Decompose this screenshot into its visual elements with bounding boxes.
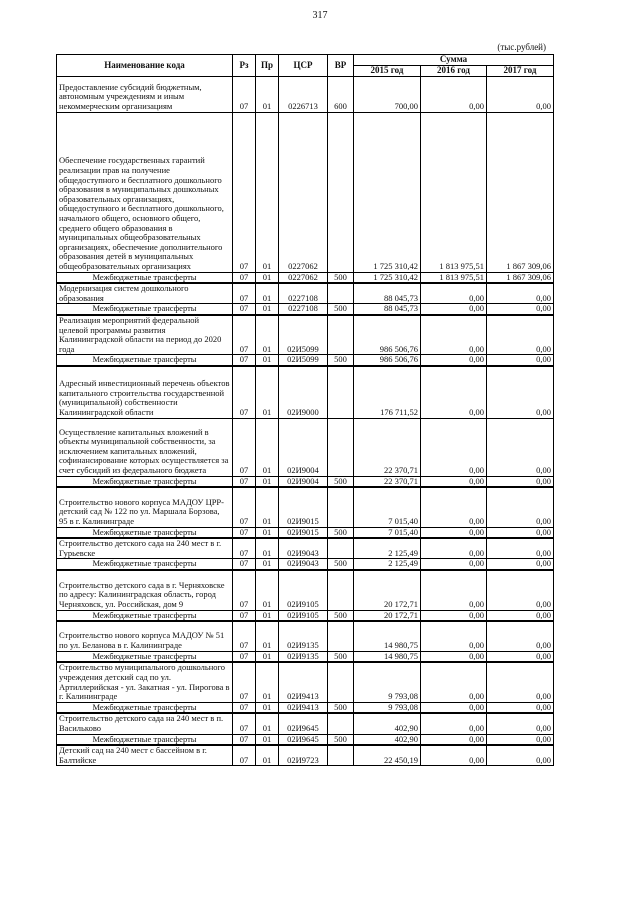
- cell-csr: 02И9004: [279, 476, 328, 487]
- cell-v2017: 0,00: [487, 476, 554, 487]
- cell-rz: 07: [233, 487, 256, 527]
- cell-csr: 02И9413: [279, 702, 328, 713]
- cell-csr: 02И9645: [279, 713, 328, 734]
- cell-rz: 07: [233, 476, 256, 487]
- table-row: [57, 112, 554, 272]
- cell-v2015: 7 015,40: [354, 527, 421, 538]
- cell-v2015: 88 045,73: [354, 283, 421, 304]
- cell-name: Строительство муниципального дошкольного учреждения детский сад по ул. Артиллерийская - ул. Закатная - ул. Пирогова в г. Калининграде: [57, 662, 233, 702]
- cell-name: Межбюджетные трансферты: [57, 610, 233, 621]
- cell-csr: 0227062: [279, 272, 328, 283]
- cell-pr: 01: [256, 304, 279, 315]
- cell-csr: 02И9723: [279, 745, 328, 766]
- budget-table: [56, 54, 554, 766]
- cell-v2016: 0,00: [421, 702, 487, 713]
- cell-v2017: 0,00: [487, 283, 554, 304]
- cell-vr: [328, 621, 354, 651]
- cell-v2015: 14 980,75: [354, 651, 421, 662]
- cell-v2016: 0,00: [421, 662, 487, 702]
- page-number: 317: [312, 10, 328, 21]
- cell-pr: 01: [256, 366, 279, 418]
- cell-rz: 07: [233, 559, 256, 570]
- cell-v2016: 0,00: [421, 487, 487, 527]
- cell-v2016: 0,00: [421, 538, 487, 559]
- cell-rz: 07: [233, 610, 256, 621]
- table-row: [57, 570, 554, 610]
- cell-name: Строительство детского сада в г. Черняховске по адресу: Калининградская область, город Черняховск, ул. Российская, дом 9: [57, 570, 233, 610]
- cell-v2017: 0,00: [487, 315, 554, 355]
- cell-csr: 02И9645: [279, 734, 328, 745]
- cell-rz: 07: [233, 304, 256, 315]
- cell-csr: 02И9015: [279, 487, 328, 527]
- cell-vr: [328, 418, 354, 476]
- cell-v2016: 1 813 975,51: [421, 112, 487, 272]
- cell-vr: 500: [328, 702, 354, 713]
- cell-rz: 07: [233, 621, 256, 651]
- table-row: [57, 651, 554, 662]
- cell-pr: 01: [256, 315, 279, 355]
- cell-v2017: 0,00: [487, 570, 554, 610]
- cell-rz: 07: [233, 315, 256, 355]
- cell-csr: 02И9105: [279, 610, 328, 621]
- cell-rz: 07: [233, 112, 256, 272]
- table-row: [57, 713, 554, 734]
- col-header-2016: 2016 год: [421, 66, 487, 77]
- cell-v2016: 0,00: [421, 527, 487, 538]
- cell-pr: 01: [256, 621, 279, 651]
- table-row: [57, 76, 554, 112]
- cell-rz: 07: [233, 702, 256, 713]
- cell-csr: 02И9135: [279, 651, 328, 662]
- cell-csr: 0227108: [279, 304, 328, 315]
- cell-v2015: 402,90: [354, 734, 421, 745]
- cell-v2017: 0,00: [487, 702, 554, 713]
- cell-vr: 500: [328, 304, 354, 315]
- cell-csr: 02И9015: [279, 527, 328, 538]
- cell-pr: 01: [256, 418, 279, 476]
- cell-v2015: 14 980,75: [354, 621, 421, 651]
- cell-csr: 02И9105: [279, 570, 328, 610]
- cell-pr: 01: [256, 476, 279, 487]
- cell-pr: 01: [256, 112, 279, 272]
- cell-v2016: 0,00: [421, 283, 487, 304]
- cell-vr: 500: [328, 559, 354, 570]
- cell-v2016: 0,00: [421, 304, 487, 315]
- cell-pr: 01: [256, 76, 279, 112]
- table-row: [57, 355, 554, 366]
- cell-v2017: 1 867 309,06: [487, 272, 554, 283]
- cell-vr: 500: [328, 355, 354, 366]
- cell-rz: 07: [233, 366, 256, 418]
- cell-v2017: 0,00: [487, 538, 554, 559]
- cell-v2016: 0,00: [421, 651, 487, 662]
- cell-rz: 07: [233, 570, 256, 610]
- cell-v2016: 0,00: [421, 745, 487, 766]
- cell-rz: 07: [233, 418, 256, 476]
- cell-rz: 07: [233, 713, 256, 734]
- cell-csr: 02И5099: [279, 315, 328, 355]
- cell-v2015: 2 125,49: [354, 538, 421, 559]
- col-header-vr: ВР: [328, 55, 354, 77]
- cell-v2015: 88 045,73: [354, 304, 421, 315]
- cell-pr: 01: [256, 651, 279, 662]
- table-row: [57, 527, 554, 538]
- cell-v2017: 0,00: [487, 734, 554, 745]
- cell-v2017: 0,00: [487, 527, 554, 538]
- cell-v2015: 700,00: [354, 76, 421, 112]
- cell-v2017: 0,00: [487, 304, 554, 315]
- cell-v2016: 0,00: [421, 734, 487, 745]
- cell-vr: 500: [328, 734, 354, 745]
- cell-vr: [328, 487, 354, 527]
- cell-pr: 01: [256, 283, 279, 304]
- cell-name: Межбюджетные трансферты: [57, 355, 233, 366]
- cell-v2016: 0,00: [421, 621, 487, 651]
- cell-rz: 07: [233, 283, 256, 304]
- cell-v2016: 1 813 975,51: [421, 272, 487, 283]
- cell-csr: 0226713: [279, 76, 328, 112]
- cell-pr: 01: [256, 272, 279, 283]
- cell-v2015: 7 015,40: [354, 487, 421, 527]
- cell-pr: 01: [256, 713, 279, 734]
- cell-pr: 01: [256, 559, 279, 570]
- table-row: [57, 734, 554, 745]
- cell-name: Межбюджетные трансферты: [57, 702, 233, 713]
- cell-v2015: 402,90: [354, 713, 421, 734]
- cell-pr: 01: [256, 745, 279, 766]
- cell-pr: 01: [256, 570, 279, 610]
- cell-csr: 0227108: [279, 283, 328, 304]
- cell-name: Строительство детского сада на 240 мест в п. Васильково: [57, 713, 233, 734]
- cell-v2017: 0,00: [487, 366, 554, 418]
- cell-vr: [328, 366, 354, 418]
- cell-vr: 500: [328, 272, 354, 283]
- table-row: [57, 538, 554, 559]
- cell-rz: 07: [233, 76, 256, 112]
- table-row: [57, 487, 554, 527]
- cell-v2016: 0,00: [421, 355, 487, 366]
- cell-name: Осуществление капитальных вложений в объекты муниципальной собственности, за исключением капитальных вложений, софинансирование которых осуществляется за счет субсидий из федерального бюджета: [57, 418, 233, 476]
- cell-v2017: 0,00: [487, 745, 554, 766]
- table-row: [57, 662, 554, 702]
- cell-v2017: 0,00: [487, 610, 554, 621]
- cell-vr: 500: [328, 476, 354, 487]
- cell-v2017: 0,00: [487, 76, 554, 112]
- cell-v2015: 986 506,76: [354, 355, 421, 366]
- table-row: [57, 272, 554, 283]
- units-label: (тыс.рублей): [497, 42, 546, 52]
- cell-v2015: 986 506,76: [354, 315, 421, 355]
- cell-v2016: 0,00: [421, 610, 487, 621]
- cell-vr: [328, 538, 354, 559]
- cell-v2017: 0,00: [487, 418, 554, 476]
- cell-v2015: 20 172,71: [354, 570, 421, 610]
- cell-csr: 02И9413: [279, 662, 328, 702]
- cell-v2016: 0,00: [421, 418, 487, 476]
- table-body: [57, 76, 554, 766]
- cell-pr: 01: [256, 538, 279, 559]
- cell-csr: 02И9135: [279, 621, 328, 651]
- cell-name: Межбюджетные трансферты: [57, 734, 233, 745]
- cell-csr: 0227062: [279, 112, 328, 272]
- cell-v2017: 0,00: [487, 651, 554, 662]
- cell-v2016: 0,00: [421, 76, 487, 112]
- cell-v2015: 176 711,52: [354, 366, 421, 418]
- cell-rz: 07: [233, 527, 256, 538]
- table-row: [57, 283, 554, 304]
- col-header-rz: Рз: [233, 55, 256, 77]
- cell-v2015: 22 370,71: [354, 418, 421, 476]
- table-row: [57, 366, 554, 418]
- cell-v2017: 0,00: [487, 713, 554, 734]
- cell-vr: [328, 662, 354, 702]
- cell-name: Межбюджетные трансферты: [57, 559, 233, 570]
- cell-rz: 07: [233, 662, 256, 702]
- cell-pr: 01: [256, 734, 279, 745]
- cell-v2016: 0,00: [421, 570, 487, 610]
- cell-name: Предоставление субсидий бюджетным, автономным учреждениям и иным некоммерческим организациям: [57, 76, 233, 112]
- cell-v2015: 1 725 310,42: [354, 112, 421, 272]
- cell-v2017: 1 867 309,06: [487, 112, 554, 272]
- table-row: [57, 418, 554, 476]
- cell-name: Обеспечение государственных гарантий реализации прав на получение общедоступного и бесплатного дошкольного образования в муниципальных дошкольных образовательных организациях, общедоступного и бесплатного дошкольного, начального общего, основного общего, среднего общего образования в муниципальных общеобразовательных организациях, обеспечение дополнительного образования детей в муниципальных общеобразовательных организациях: [57, 112, 233, 272]
- cell-v2016: 0,00: [421, 476, 487, 487]
- cell-pr: 01: [256, 527, 279, 538]
- cell-name: Строительство нового корпуса МАДОУ ЦРР-детский сад № 122 по ул. Маршала Борзова, 95 в г. Калининграде: [57, 487, 233, 527]
- cell-name: Межбюджетные трансферты: [57, 476, 233, 487]
- cell-rz: 07: [233, 745, 256, 766]
- cell-v2017: 0,00: [487, 355, 554, 366]
- col-header-2015: 2015 год: [354, 66, 421, 77]
- cell-v2015: 9 793,08: [354, 662, 421, 702]
- cell-vr: [328, 315, 354, 355]
- table-row: [57, 610, 554, 621]
- cell-rz: 07: [233, 734, 256, 745]
- cell-vr: 500: [328, 610, 354, 621]
- cell-v2016: 0,00: [421, 366, 487, 418]
- cell-name: Межбюджетные трансферты: [57, 651, 233, 662]
- table-row: [57, 315, 554, 355]
- cell-vr: [328, 112, 354, 272]
- cell-v2015: 22 370,71: [354, 476, 421, 487]
- cell-v2015: 22 450,19: [354, 745, 421, 766]
- table-row: [57, 745, 554, 766]
- table-row: [57, 559, 554, 570]
- cell-name: Межбюджетные трансферты: [57, 304, 233, 315]
- cell-rz: 07: [233, 272, 256, 283]
- cell-vr: [328, 713, 354, 734]
- cell-name: Модернизация систем дошкольного образования: [57, 283, 233, 304]
- cell-name: Строительство нового корпуса МАДОУ № 51 по ул. Беланова в г. Калининграде: [57, 621, 233, 651]
- cell-v2016: 0,00: [421, 315, 487, 355]
- cell-vr: 500: [328, 527, 354, 538]
- table-row: [57, 702, 554, 713]
- cell-pr: 01: [256, 487, 279, 527]
- cell-v2017: 0,00: [487, 621, 554, 651]
- cell-pr: 01: [256, 702, 279, 713]
- cell-vr: 500: [328, 651, 354, 662]
- table-row: [57, 476, 554, 487]
- cell-v2017: 0,00: [487, 559, 554, 570]
- cell-pr: 01: [256, 355, 279, 366]
- cell-csr: 02И5099: [279, 355, 328, 366]
- cell-vr: [328, 745, 354, 766]
- cell-v2015: 9 793,08: [354, 702, 421, 713]
- cell-v2015: 2 125,49: [354, 559, 421, 570]
- col-header-csr: ЦСР: [279, 55, 328, 77]
- col-header-2017: 2017 год: [487, 66, 554, 77]
- cell-rz: 07: [233, 355, 256, 366]
- cell-csr: 02И9004: [279, 418, 328, 476]
- cell-v2016: 0,00: [421, 559, 487, 570]
- cell-csr: 02И9043: [279, 559, 328, 570]
- cell-name: Межбюджетные трансферты: [57, 272, 233, 283]
- cell-csr: 02И9043: [279, 538, 328, 559]
- cell-v2016: 0,00: [421, 713, 487, 734]
- cell-name: Межбюджетные трансферты: [57, 527, 233, 538]
- cell-v2017: 0,00: [487, 487, 554, 527]
- cell-name: Адресный инвестиционный перечень объектов капитального строительства государственной (муниципальной) собственности Калининградской области: [57, 366, 233, 418]
- cell-vr: 600: [328, 76, 354, 112]
- table-row: [57, 304, 554, 315]
- table-row: [57, 621, 554, 651]
- col-header-sum: Сумма: [354, 55, 554, 66]
- cell-name: Детский сад на 240 мест с бассейном в г. Балтийске: [57, 745, 233, 766]
- cell-vr: [328, 283, 354, 304]
- col-header-pr: Пр: [256, 55, 279, 77]
- cell-v2015: 1 725 310,42: [354, 272, 421, 283]
- cell-csr: 02И9000: [279, 366, 328, 418]
- cell-rz: 07: [233, 651, 256, 662]
- col-header-name: Наименование кода: [57, 55, 233, 77]
- cell-name: Строительство детского сада на 240 мест в г. Гурьевске: [57, 538, 233, 559]
- cell-name: Реализация мероприятий федеральной целевой программы развития Калининградской области на период до 2020 года: [57, 315, 233, 355]
- cell-v2015: 20 172,71: [354, 610, 421, 621]
- cell-rz: 07: [233, 538, 256, 559]
- cell-pr: 01: [256, 662, 279, 702]
- cell-pr: 01: [256, 610, 279, 621]
- cell-vr: [328, 570, 354, 610]
- cell-v2017: 0,00: [487, 662, 554, 702]
